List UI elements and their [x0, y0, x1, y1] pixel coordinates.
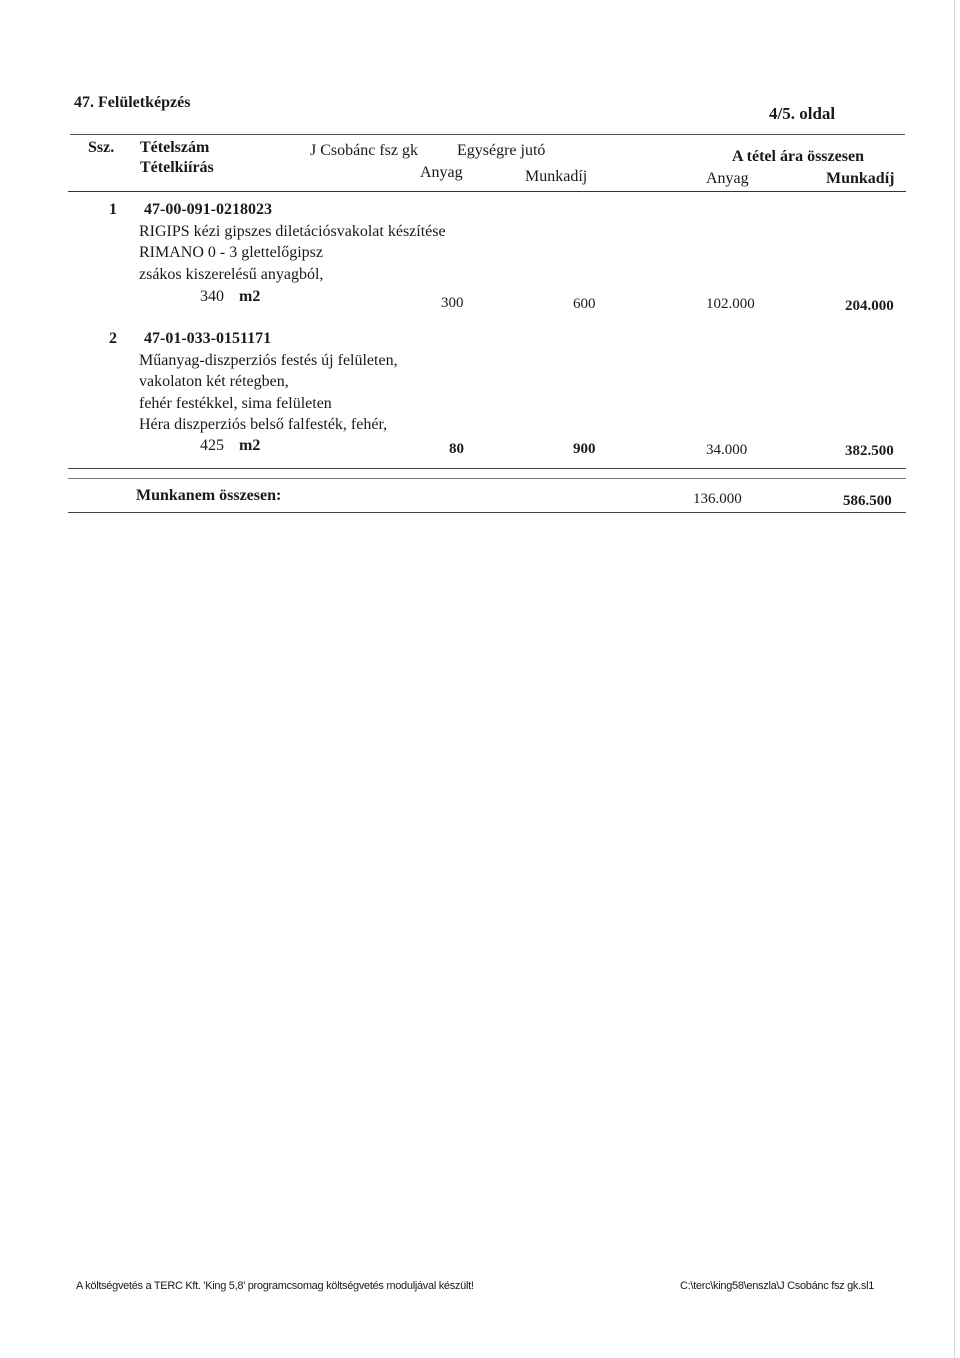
- col-item-number: Tételszám: [140, 139, 210, 156]
- item-unit-labor: 900: [573, 441, 596, 457]
- item-total-labor: 204.000: [845, 298, 894, 314]
- col-total-labor: Munkadíj: [826, 170, 895, 187]
- item-description-line: Műanyag-diszperziós festés új felületen,: [139, 352, 398, 369]
- item-total-labor: 382.500: [845, 443, 894, 459]
- col-unit-material: Anyag: [420, 164, 463, 181]
- item-description-line: fehér festékkel, sima felületen: [139, 395, 332, 412]
- item-unit-material: 80: [449, 441, 464, 457]
- summary-inner-rule: [68, 478, 906, 479]
- header-top-rule: [70, 134, 905, 135]
- col-item-text: Tételkiírás: [140, 159, 214, 176]
- col-unit-group: Egységre jutó: [457, 142, 546, 159]
- item-no: 1: [109, 201, 117, 218]
- item-description-line: RIMANO 0 - 3 glettelőgipsz: [139, 244, 323, 261]
- item-quantity: 340: [200, 288, 224, 305]
- col-total-material: Anyag: [706, 170, 749, 187]
- col-unit-labor: Munkadíj: [525, 168, 588, 185]
- chapter-title: 47. Felületképzés: [74, 94, 191, 111]
- item-unit-material: 300: [441, 295, 464, 311]
- item-description-line: zsákos kiszerelésű anyagból,: [139, 266, 324, 283]
- item-unit: m2: [239, 437, 261, 454]
- item-unit: m2: [239, 288, 261, 305]
- item-description-line: Héra diszperziós belső falfesték, fehér,: [139, 416, 388, 433]
- item-description-line: RIGIPS kézi gipszes diletációsvakolat készítése: [139, 223, 446, 240]
- footer-file-path: C:\terc\king58\enszla\J Csobánc fsz gk.sl1: [680, 1280, 875, 1292]
- summary-top-rule: [68, 468, 906, 469]
- footer-generator-note: A költségvetés a TERC Kft. 'King 5,8' programcsomag költségvetés moduljával készült!: [76, 1280, 474, 1292]
- summary-label: Munkanem összesen:: [136, 487, 282, 504]
- item-code: 47-00-091-0218023: [144, 201, 272, 218]
- item-total-material: 34.000: [706, 442, 748, 458]
- page-number: 4/5. oldal: [769, 104, 836, 123]
- item-description-line: vakolaton két rétegben,: [139, 373, 289, 390]
- item-code: 47-01-033-0151171: [144, 330, 272, 347]
- item-quantity: 425: [200, 437, 224, 454]
- header-bottom-rule: [68, 191, 906, 192]
- item-no: 2: [109, 330, 117, 347]
- scan-edge: [954, 0, 955, 1358]
- col-no: Ssz.: [88, 139, 115, 156]
- item-total-material: 102.000: [706, 296, 755, 312]
- summary-total-labor: 586.500: [843, 493, 892, 509]
- summary-total-material: 136.000: [693, 491, 742, 507]
- col-project: J Csobánc fsz gk: [310, 142, 418, 159]
- summary-bottom-rule: [68, 512, 906, 513]
- col-total-group: A tétel ára összesen: [732, 148, 864, 165]
- item-unit-labor: 600: [573, 296, 596, 312]
